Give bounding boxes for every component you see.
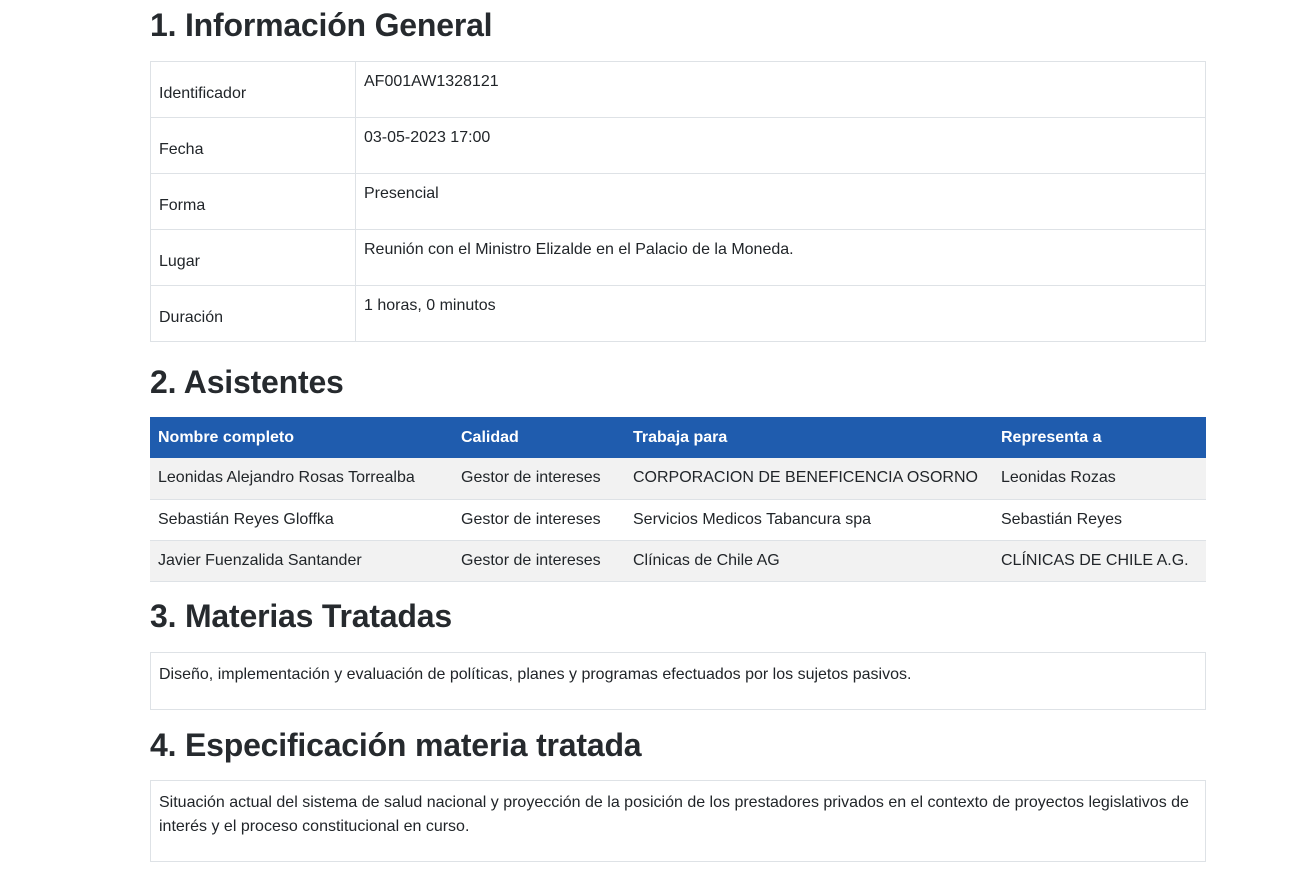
attendee-represents: CLÍNICAS DE CHILE A.G. <box>993 540 1206 581</box>
info-label: Forma <box>151 174 356 230</box>
info-row-place <box>151 230 1206 286</box>
subjects-text: Diseño, implementación y evaluación de políticas, planes y programas efectuados por los sujetos pasivos. <box>150 652 1206 710</box>
attendee-quality: Gestor de intereses <box>453 540 625 581</box>
attendee-works-for: Servicios Medicos Tabancura spa <box>625 499 993 540</box>
section-title-specification: 4. Especificación materia tratada <box>150 727 642 763</box>
info-label: Fecha <box>151 118 356 174</box>
info-row-form <box>151 174 1206 230</box>
section-title-general: 1. Información General <box>150 7 493 43</box>
table-row <box>150 499 1206 540</box>
column-header-works-for: Trabaja para <box>625 417 993 458</box>
info-value: Presencial <box>356 174 1206 230</box>
section-title-attendees: 2. Asistentes <box>150 364 344 400</box>
info-value: Reunión con el Ministro Elizalde en el Palacio de la Moneda. <box>356 230 1206 286</box>
info-label: Lugar <box>151 230 356 286</box>
attendee-represents: Leonidas Rozas <box>993 458 1206 499</box>
info-row-duration <box>151 286 1206 342</box>
info-label: Identificador <box>151 62 356 118</box>
info-row-identifier <box>151 62 1206 118</box>
general-info-table <box>150 61 1206 342</box>
attendees-table <box>150 417 1206 582</box>
table-row <box>150 540 1206 581</box>
attendee-works-for: CORPORACION DE BENEFICENCIA OSORNO <box>625 458 993 499</box>
attendee-name: Javier Fuenzalida Santander <box>150 540 453 581</box>
info-value: 03-05-2023 17:00 <box>356 118 1206 174</box>
table-row <box>150 458 1206 499</box>
column-header-name: Nombre completo <box>150 417 453 458</box>
attendee-works-for: Clínicas de Chile AG <box>625 540 993 581</box>
attendee-name: Leonidas Alejandro Rosas Torrealba <box>150 458 453 499</box>
column-header-represents: Representa a <box>993 417 1206 458</box>
attendee-quality: Gestor de intereses <box>453 499 625 540</box>
info-value: 1 horas, 0 minutos <box>356 286 1206 342</box>
attendee-quality: Gestor de intereses <box>453 458 625 499</box>
info-label: Duración <box>151 286 356 342</box>
info-value: AF001AW1328121 <box>356 62 1206 118</box>
specification-text: Situación actual del sistema de salud nacional y proyección de la posición de los prestadores privados en el contexto de proyectos legislativos de interés y el proceso constitucional en curso. <box>150 780 1206 862</box>
attendees-header-row <box>150 417 1206 458</box>
column-header-quality: Calidad <box>453 417 625 458</box>
section-title-subjects: 3. Materias Tratadas <box>150 598 452 634</box>
attendee-represents: Sebastián Reyes <box>993 499 1206 540</box>
info-row-date <box>151 118 1206 174</box>
attendee-name: Sebastián Reyes Gloffka <box>150 499 453 540</box>
